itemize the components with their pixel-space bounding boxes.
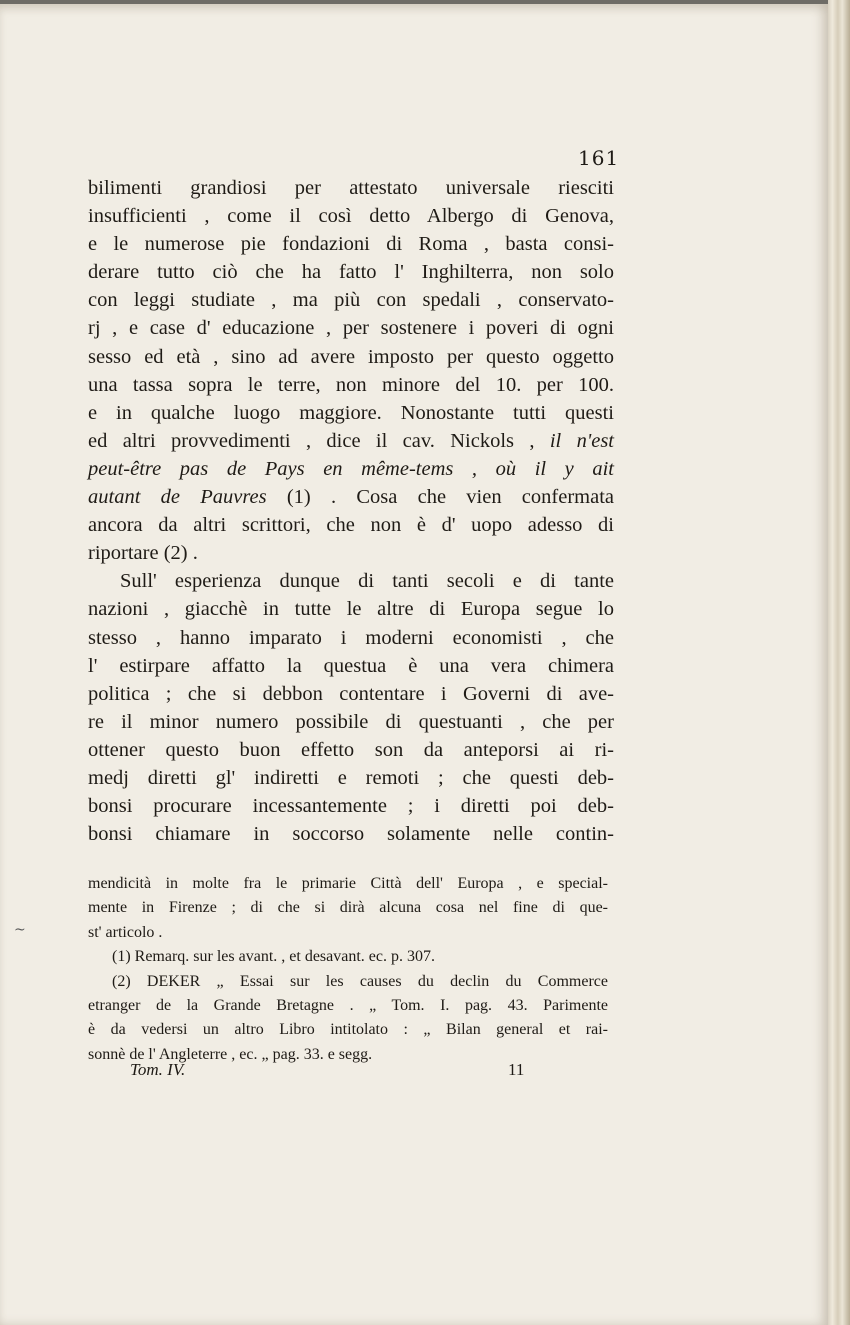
- text-line: [88, 286, 614, 314]
- text-line: [88, 820, 614, 848]
- signature-mark: Tom. IV.: [130, 1060, 186, 1079]
- text-segment: stesso , hanno imparato i moderni economisti , che: [88, 626, 614, 649]
- text-line: [88, 174, 614, 202]
- text-line: [88, 736, 614, 764]
- text-line: [88, 708, 614, 736]
- text-segment: insufficienti , come il così detto Albergo di Genova,: [88, 205, 614, 228]
- footnote-line: st' articolo .: [88, 923, 163, 941]
- text-line: [88, 455, 614, 483]
- text-line: [88, 567, 614, 595]
- text-line: [88, 652, 614, 680]
- footnote-line: etranger de la Grande Bretagne . „ Tom. I. pag. 43. Parimente: [88, 996, 608, 1014]
- text-line: [88, 624, 614, 652]
- text-segment: bilimenti grandiosi per attestato universale riesciti: [88, 177, 614, 199]
- text-line: [88, 343, 614, 371]
- text-line: [88, 399, 614, 427]
- text-segment: derare tutto ciò che ha fatto l' Inghilterra, non solo: [88, 261, 614, 284]
- text-line: [88, 202, 614, 230]
- footnote-line: (2) DEKER „ Essai sur les causes du declin du Commerce: [112, 972, 608, 990]
- text-segment: Sull' esperienza dunque di tanti secoli e di tante: [120, 570, 614, 593]
- text-segment: ed altri provvedimenti , dice il cav. Nickols ,: [88, 429, 550, 452]
- text-segment: l' estirpare affatto la questua è una vera chimera: [88, 654, 614, 677]
- text-segment: medj diretti gl' indiretti e remoti ; che questi deb-: [88, 766, 614, 789]
- text-line: [88, 483, 614, 511]
- text-segment: bonsi procurare incessantemente ; i diretti poi deb-: [88, 795, 614, 818]
- footnote-line: è da vedersi un altro Libro intitolato : „ Bilan general et rai-: [88, 1021, 608, 1039]
- text-segment: e in qualche luogo maggiore. Nonostante tutti questi: [88, 401, 614, 424]
- text-segment: bonsi chiamare in soccorso solamente nelle contin-: [88, 823, 614, 846]
- text-line: [88, 230, 614, 258]
- text-segment: riportare (2) .: [88, 542, 198, 565]
- text-line: [88, 792, 614, 820]
- text-segment: sesso ed età , sino ad avere imposto per questo oggetto: [88, 345, 614, 368]
- page-number: 161: [578, 146, 620, 170]
- page-edge-stack: [828, 0, 850, 1325]
- text-segment: una tassa sopra le terre, non minore del 10. per 100.: [88, 373, 614, 396]
- footnote-line: (1) Remarq. sur les avant. , et desavant. ec. p. 307.: [112, 948, 436, 966]
- text-line: [88, 314, 614, 342]
- text-line: [88, 371, 614, 399]
- body-text: [88, 174, 614, 848]
- margin-mark: ~: [14, 922, 26, 938]
- text-segment: e le numerose pie fondazioni di Roma , basta consi-: [88, 233, 614, 256]
- text-segment: rj , e case d' educazione , per sostenere i poveri di ogni: [88, 317, 614, 340]
- text-segment: ancora da altri scrittori, che non è d' uopo adesso di: [88, 514, 614, 537]
- text-line: [88, 595, 614, 623]
- text-line: [88, 539, 614, 567]
- footnote-line: sonnè de l' Angleterre , ec. „ pag. 33. e segg.: [88, 1045, 373, 1063]
- text-line: [88, 764, 614, 792]
- text-segment: politica ; che si debbon contentare i Governi di ave-: [88, 682, 614, 705]
- text-segment: re il minor numero possibile di questuanti , che per: [88, 710, 614, 733]
- book-page: [0, 4, 828, 1325]
- footnotes: [88, 872, 608, 1067]
- text-segment: nazioni , giacchè in tutte le altre di Europa segue lo: [88, 598, 614, 621]
- italic-quote: autant de Pauvres: [88, 486, 267, 509]
- text-line: [88, 511, 614, 539]
- italic-quote: peut-être pas de Pays en même-tems , où il y ait: [88, 457, 614, 480]
- text-segment: con leggi studiate , ma più con spedali , conservato-: [88, 289, 614, 312]
- text-segment: (1) . Cosa che vien confermata: [266, 486, 614, 509]
- footnote-line: mente in Firenze ; di che si dirà alcuna cosa nel fine di que-: [88, 899, 608, 917]
- text-segment: ottener questo buon effetto son da anteporsi ai ri-: [88, 738, 614, 761]
- gathering-mark: 11: [508, 1060, 525, 1079]
- text-line: [88, 680, 614, 708]
- text-line: [88, 258, 614, 286]
- italic-quote: il n'est: [549, 429, 614, 452]
- footnote-line: mendicità in molte fra le primarie Città dell' Europa , e special-: [88, 875, 608, 892]
- text-line: [88, 427, 614, 455]
